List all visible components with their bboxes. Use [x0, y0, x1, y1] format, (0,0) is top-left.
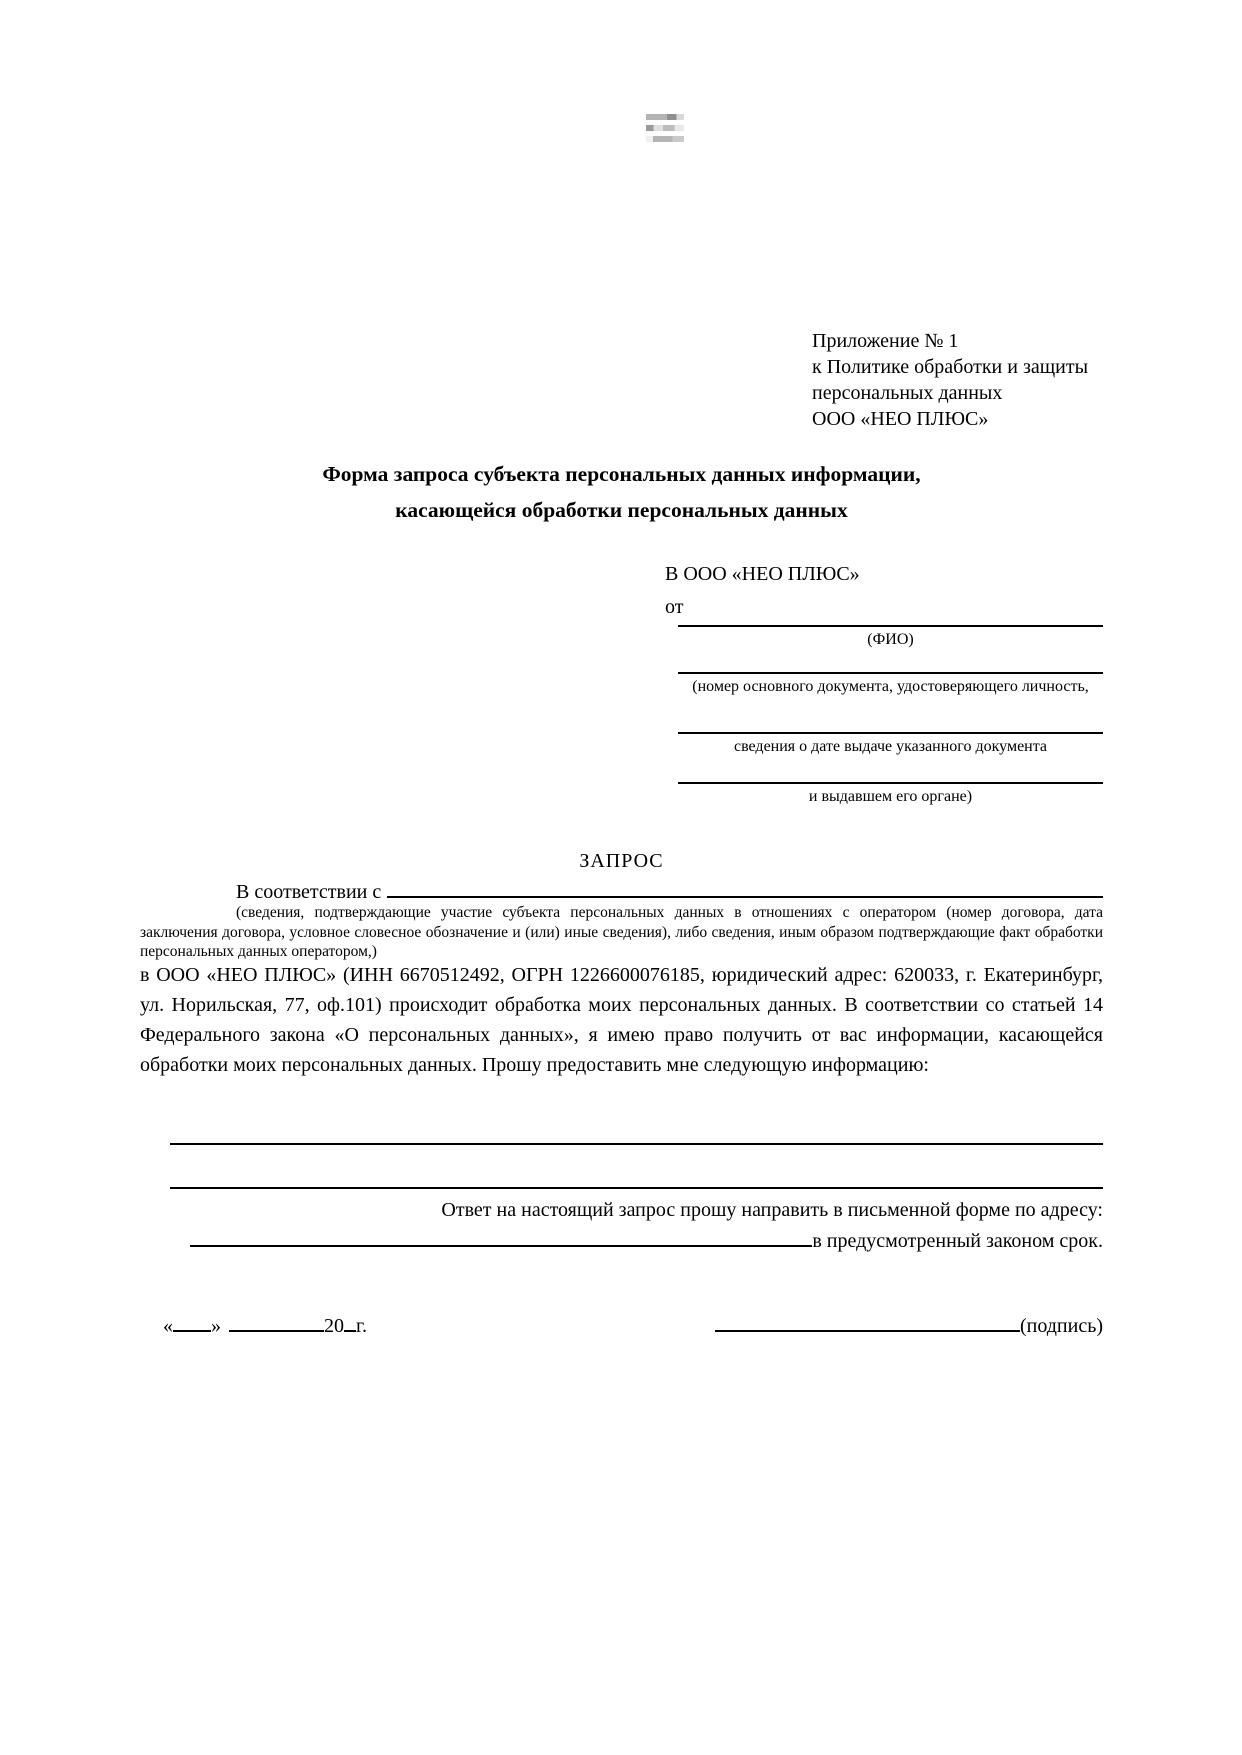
date-group — [163, 1310, 367, 1338]
reply-term-line — [140, 1225, 1103, 1253]
fio-field — [678, 625, 1103, 649]
issue-date-field — [678, 732, 1103, 756]
appendix-line: Приложение № 1 — [812, 330, 959, 352]
appendix-line: к Политике обработки и защиты — [812, 356, 1089, 378]
info-blank-line — [170, 1143, 1103, 1145]
address-blank-line — [190, 1225, 812, 1247]
document-title-line: касающейся обработки персональных данных — [395, 498, 848, 522]
issue-date-field-caption: сведения о дате выдаче указанного документа — [733, 738, 1048, 755]
blurred-logo-icon — [646, 112, 684, 144]
addressee-from-label: от — [665, 596, 684, 618]
year-blank-line — [344, 1310, 356, 1332]
reply-address-line: Ответ на настоящий запрос прошу направить в письменной форме по адресу: — [441, 1199, 1103, 1221]
logo-stripe — [646, 125, 684, 131]
day-blank-line — [173, 1310, 211, 1332]
reply-term-suffix: в предусмотренный законом срок. — [812, 1230, 1103, 1252]
document-title-line: Форма запроса субъекта персональных данных информации, — [322, 462, 921, 486]
issuer-field — [678, 782, 1103, 806]
doc-number-field-caption: (номер основного документа, удостоверяющего личность, — [692, 678, 1089, 695]
appendix-line: ООО «НЕО ПЛЮС» — [812, 408, 989, 430]
addressee-block — [665, 558, 860, 624]
intro-prefix: В соответствии с — [236, 881, 382, 903]
doc-number-field — [678, 672, 1103, 696]
year-prefix: 20 — [324, 1315, 344, 1337]
appendix-block — [812, 328, 1088, 432]
issuer-field-caption: и выдавшем его органе) — [808, 788, 973, 805]
logo-stripe — [646, 114, 684, 120]
month-blank-line — [229, 1310, 324, 1332]
addressee-to: В ООО «НЕО ПЛЮС» — [665, 563, 860, 585]
intro-line — [140, 876, 1103, 904]
intro-blank-line — [387, 876, 1103, 898]
logo-stripe — [646, 136, 684, 142]
year-unit: г. — [356, 1315, 367, 1337]
info-blank-line — [170, 1187, 1103, 1189]
signature-blank-line — [715, 1310, 1020, 1332]
signature-caption: (подпись) — [1019, 1315, 1103, 1337]
document-title — [140, 456, 1103, 528]
signature-group — [715, 1310, 1103, 1338]
request-body: в ООО «НЕО ПЛЮС» (ИНН 6670512492, ОГРН 1226600076185, юридический адрес: 620033, г. Екатеринбург, ул. Норильская, 77, оф.101) происходит обработка моих персональных данных. В соответствии со статьей 14 Федерального закона «О персональных данных», я имею право получить от вас информации, касающейся обработки моих персональных данных. Прошу предоставить мне следующую информацию: — [140, 964, 1103, 1076]
quote-open: « — [163, 1315, 173, 1337]
request-heading: ЗАПРОС — [579, 850, 664, 872]
date-signature-row — [140, 1310, 1103, 1338]
fio-field-caption: (ФИО) — [867, 631, 914, 648]
appendix-line: персональных данных — [812, 382, 1003, 404]
quote-close: » — [211, 1315, 221, 1337]
intro-footnote: (сведения, подтверждающие участие субъекта персональных данных в отношениях с оператором (номер договора, дата заключения договора, условное словесное обозначение и (или) иные сведения), либо сведения, иным образом подтверждающие факт обработки персональных данных оператором,) — [140, 904, 1103, 960]
